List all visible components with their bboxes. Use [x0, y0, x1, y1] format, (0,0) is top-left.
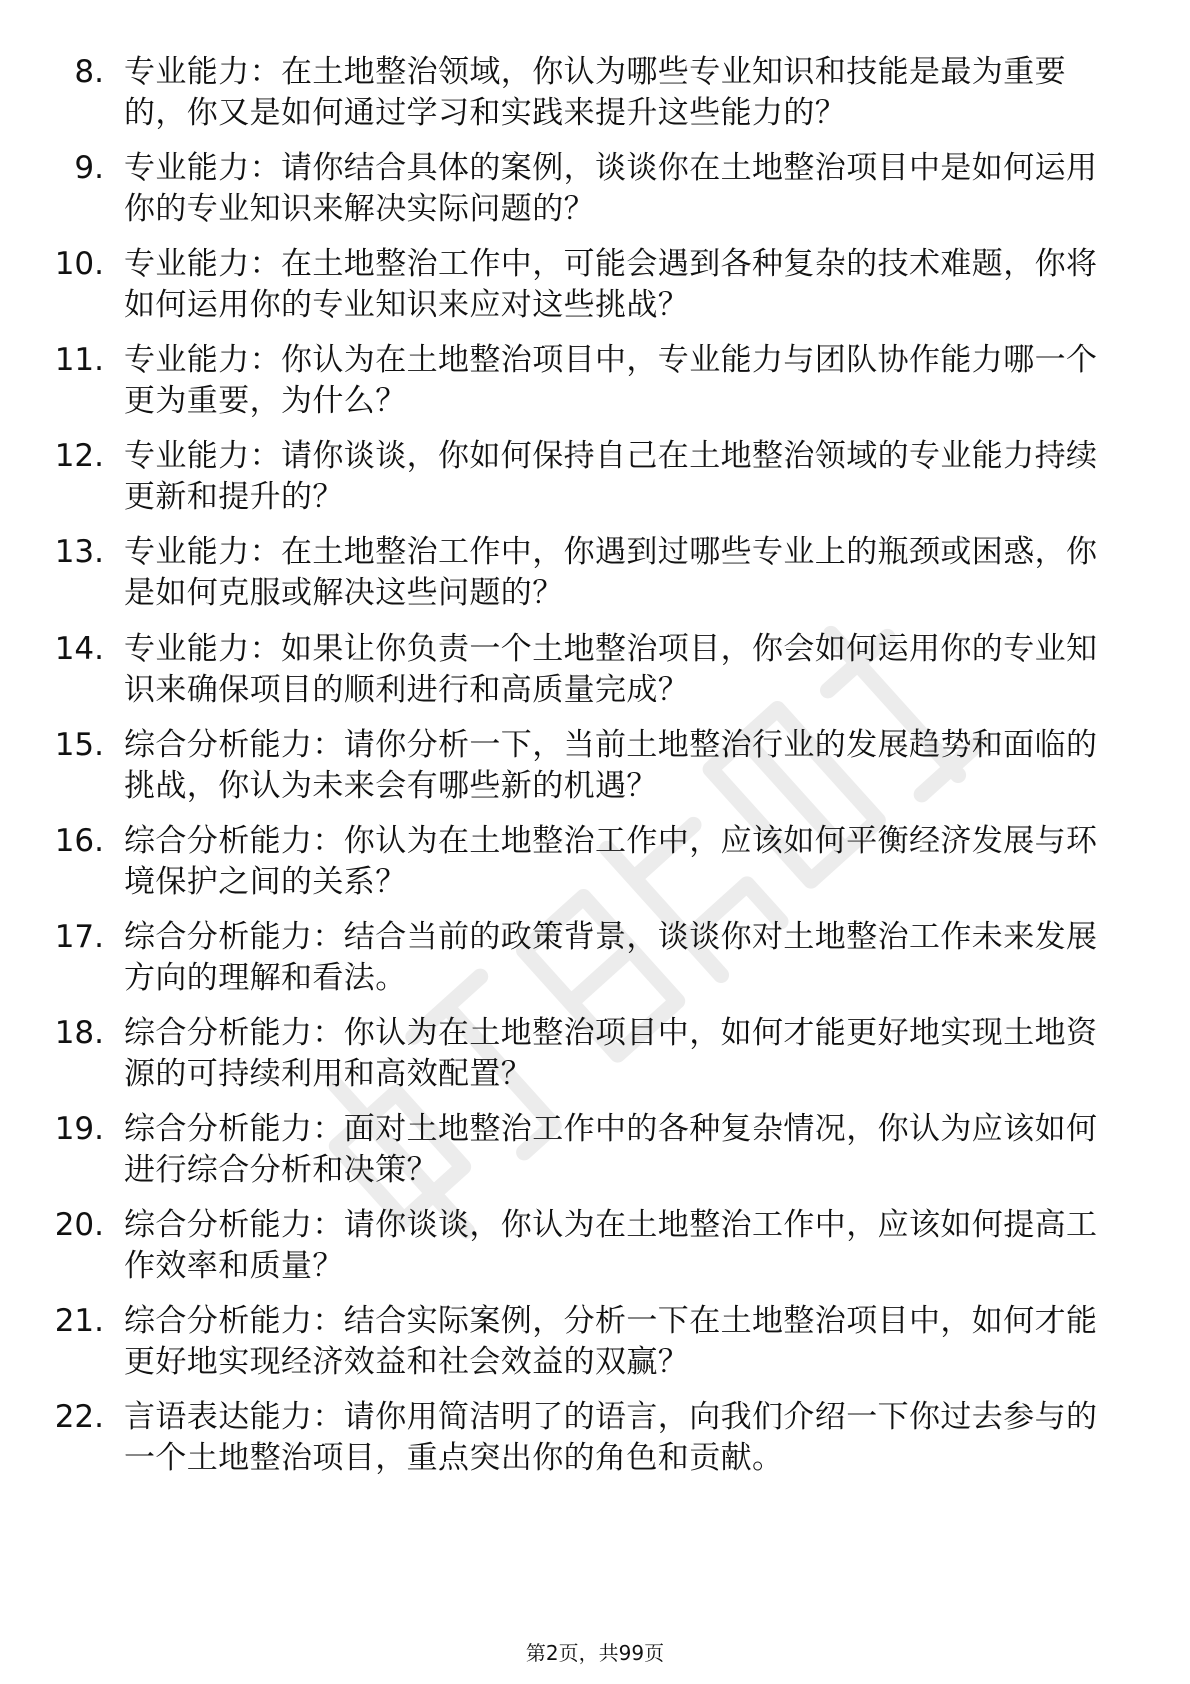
question-number: 11.: [54, 342, 104, 379]
question-item: [0, 725, 1190, 815]
question-text: 综合分析能力：面对土地整治工作中的各种复杂情况，你认为应该如何进行综合分析和决策？: [124, 1111, 1098, 1189]
question-item: [0, 148, 1190, 238]
question-number: 21.: [54, 1303, 104, 1340]
question-text: 综合分析能力：结合当前的政策背景，谈谈你对土地整治工作未来发展方向的理解和看法。: [124, 918, 1098, 996]
question-item: [0, 1301, 1190, 1391]
question-item: [0, 629, 1190, 719]
question-text: 综合分析能力：结合实际案例，分析一下在土地整治项目中，如何才能更好地实现经济效益和社会效益的双赢？: [124, 1303, 1098, 1381]
question-item: [0, 1397, 1190, 1487]
question-number: 19.: [54, 1111, 104, 1148]
question-item: [0, 1205, 1190, 1295]
question-text: 综合分析能力：你认为在土地整治工作中，应该如何平衡经济发展与环境保护之间的关系？: [124, 822, 1098, 900]
question-item: [0, 436, 1190, 526]
question-item: [0, 532, 1190, 622]
question-text: 综合分析能力：请你谈谈，你认为在土地整治工作中，应该如何提高工作效率和质量？: [124, 1207, 1098, 1285]
page-footer: 第2页，共99页: [525, 1641, 665, 1665]
question-text: 专业能力：在土地整治工作中，可能会遇到各种复杂的技术难题，你将如何运用你的专业知识来应对这些挑战？: [124, 246, 1098, 324]
question-number: 12.: [54, 438, 104, 475]
question-number: 14.: [54, 630, 104, 667]
question-number: 8.: [74, 54, 104, 90]
question-item: [0, 52, 1190, 142]
question-item: [0, 340, 1190, 430]
question-text: 专业能力：如果让你负责一个土地整治项目，你会如何运用你的专业知识来确保项目的顺利进行和高质量完成？: [124, 630, 1098, 708]
question-list: [0, 52, 1190, 1493]
question-number: 10.: [54, 246, 104, 283]
question-number: 17.: [54, 918, 104, 955]
question-number: 9.: [74, 150, 104, 187]
question-item: [0, 1013, 1190, 1103]
question-item: [0, 1109, 1190, 1199]
question-text: 综合分析能力：你认为在土地整治项目中，如何才能更好地实现土地资源的可持续利用和高效配置？: [124, 1014, 1098, 1092]
question-text: 综合分析能力：请你分析一下，当前土地整治行业的发展趋势和面临的挑战，你认为未来会有哪些新的机遇？: [124, 726, 1098, 804]
question-item: [0, 821, 1190, 911]
question-number: 15.: [54, 726, 104, 763]
question-text: 专业能力：在土地整治工作中，你遇到过哪些专业上的瓶颈或困惑，你是如何克服或解决这些问题的？: [124, 534, 1098, 612]
question-item: [0, 244, 1190, 334]
question-number: 16.: [54, 822, 104, 859]
question-text: 专业能力：在土地整治领域，你认为哪些专业知识和技能是最为重要的，你又是如何通过学习和实践来提升这些能力的？: [124, 54, 1066, 131]
question-number: 20.: [54, 1207, 104, 1244]
question-text: 专业能力：请你谈谈，你如何保持自己在土地整治领域的专业能力持续更新和提升的？: [124, 438, 1098, 516]
question-item: [0, 917, 1190, 1007]
question-number: 13.: [54, 534, 104, 571]
question-number: 22.: [54, 1399, 104, 1436]
question-text: 专业能力：请你结合具体的案例，谈谈你在土地整治项目中是如何运用你的专业知识来解决实际问题的？: [124, 150, 1098, 228]
question-number: 18.: [54, 1014, 104, 1051]
question-text: 言语表达能力：请你用简洁明了的语言，向我们介绍一下你过去参与的一个土地整治项目，重点突出你的角色和贡献。: [124, 1399, 1098, 1477]
question-text: 专业能力：你认为在土地整治项目中，专业能力与团队协作能力哪一个更为重要，为什么？: [124, 342, 1098, 420]
